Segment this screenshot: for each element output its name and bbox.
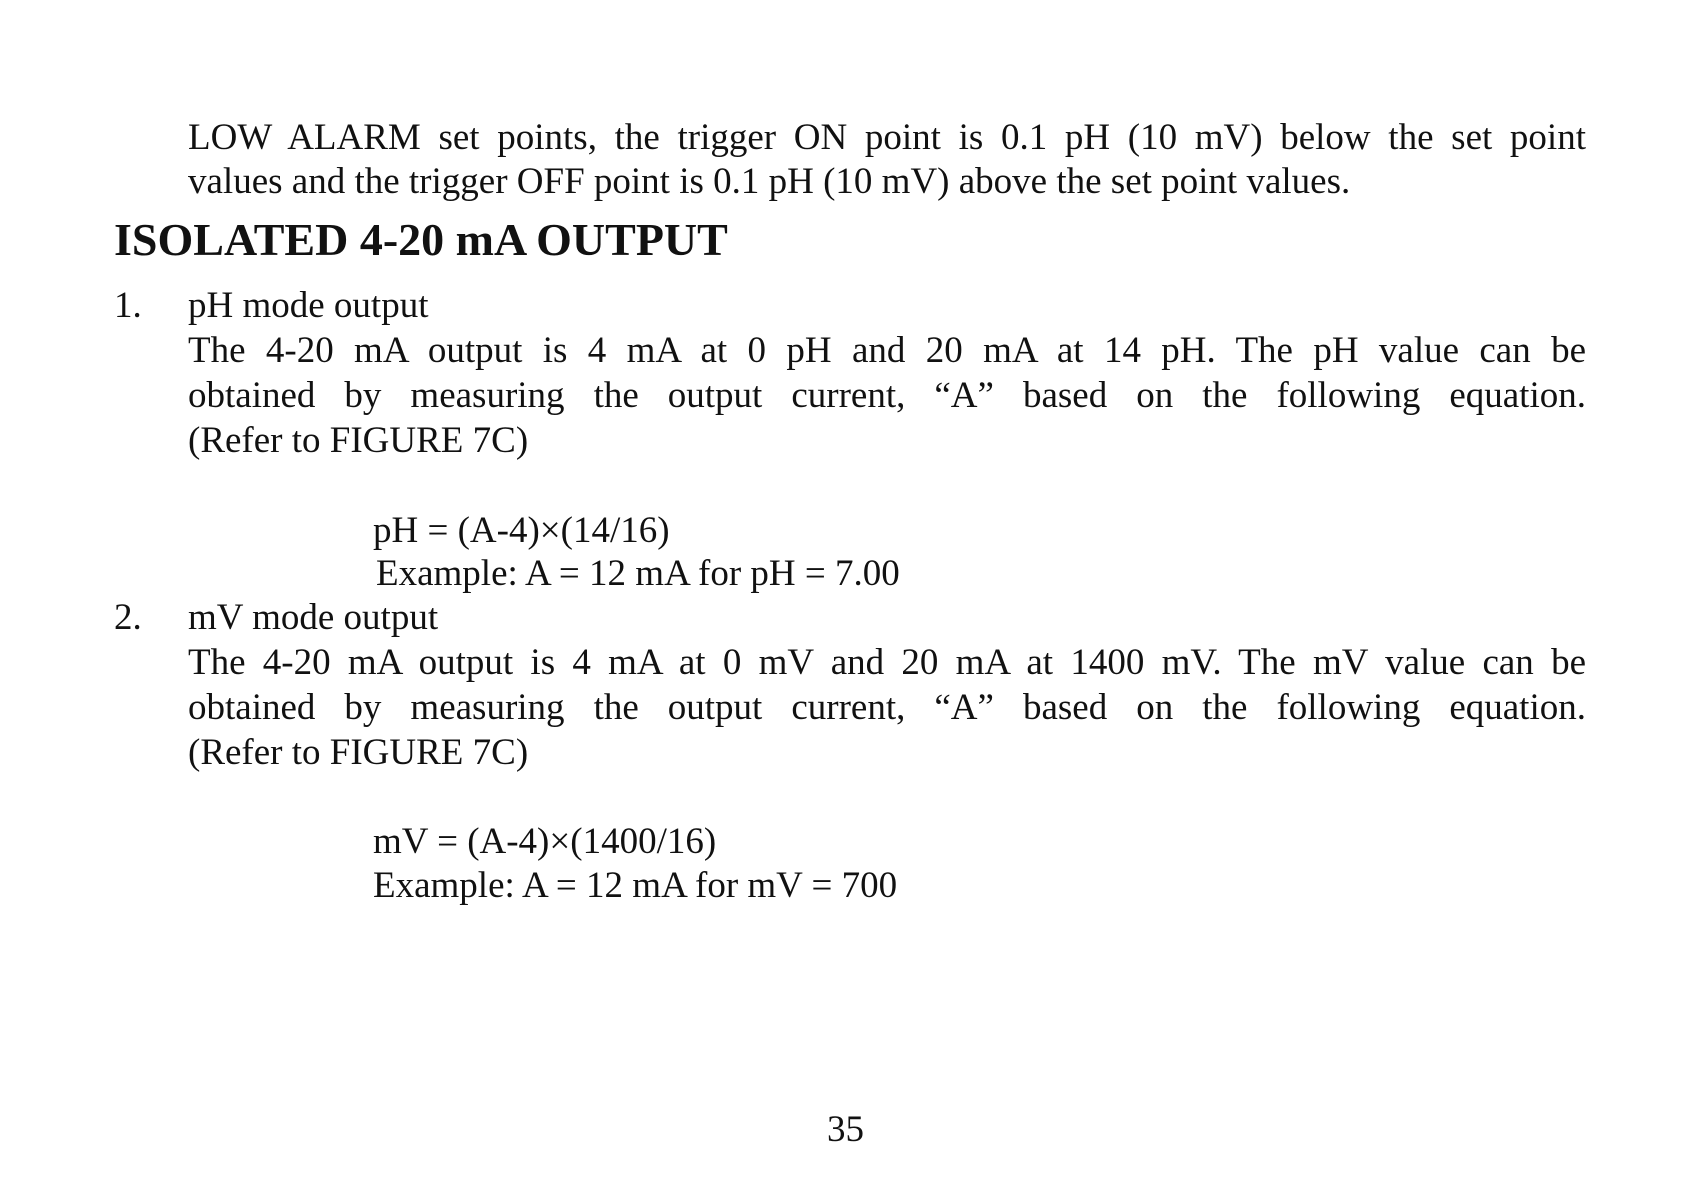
item-2-number: 2. — [114, 597, 142, 638]
item-2-line-3: (Refer to FIGURE 7C) — [188, 732, 529, 773]
item-1-title: pH mode output — [188, 285, 429, 326]
page-number: 35 — [827, 1109, 864, 1150]
intro-line-1: LOW ALARM set points, the trigger ON point is 0.1 pH (10 mV) below the set point — [188, 117, 1586, 158]
item-1-number: 1. — [114, 285, 142, 326]
item-2-equation: mV = (A-4)×(1400/16) — [373, 821, 717, 862]
item-1-equation: pH = (A-4)×(14/16) — [373, 510, 670, 551]
item-2-line-1: The 4-20 mA output is 4 mA at 0 mV and 20 mA at 1400 mV. The mV value can be — [188, 642, 1586, 683]
item-2-line-2: obtained by measuring the output current, “A” based on the following equation. — [188, 687, 1586, 728]
item-1-example: Example: A = 12 mA for pH = 7.00 — [376, 553, 900, 594]
item-1-line-1: The 4-20 mA output is 4 mA at 0 pH and 20 mA at 14 pH. The pH value can be — [188, 330, 1586, 371]
item-2-title: mV mode output — [188, 597, 439, 638]
item-2-example: Example: A = 12 mA for mV = 700 — [373, 865, 898, 906]
item-1-line-2: obtained by measuring the output current, “A” based on the following equation. — [188, 375, 1586, 416]
item-1-line-3: (Refer to FIGURE 7C) — [188, 420, 529, 461]
intro-line-2: values and the trigger OFF point is 0.1 pH (10 mV) above the set point values. — [188, 161, 1351, 202]
section-title: ISOLATED 4-20 mA OUTPUT — [114, 214, 728, 265]
